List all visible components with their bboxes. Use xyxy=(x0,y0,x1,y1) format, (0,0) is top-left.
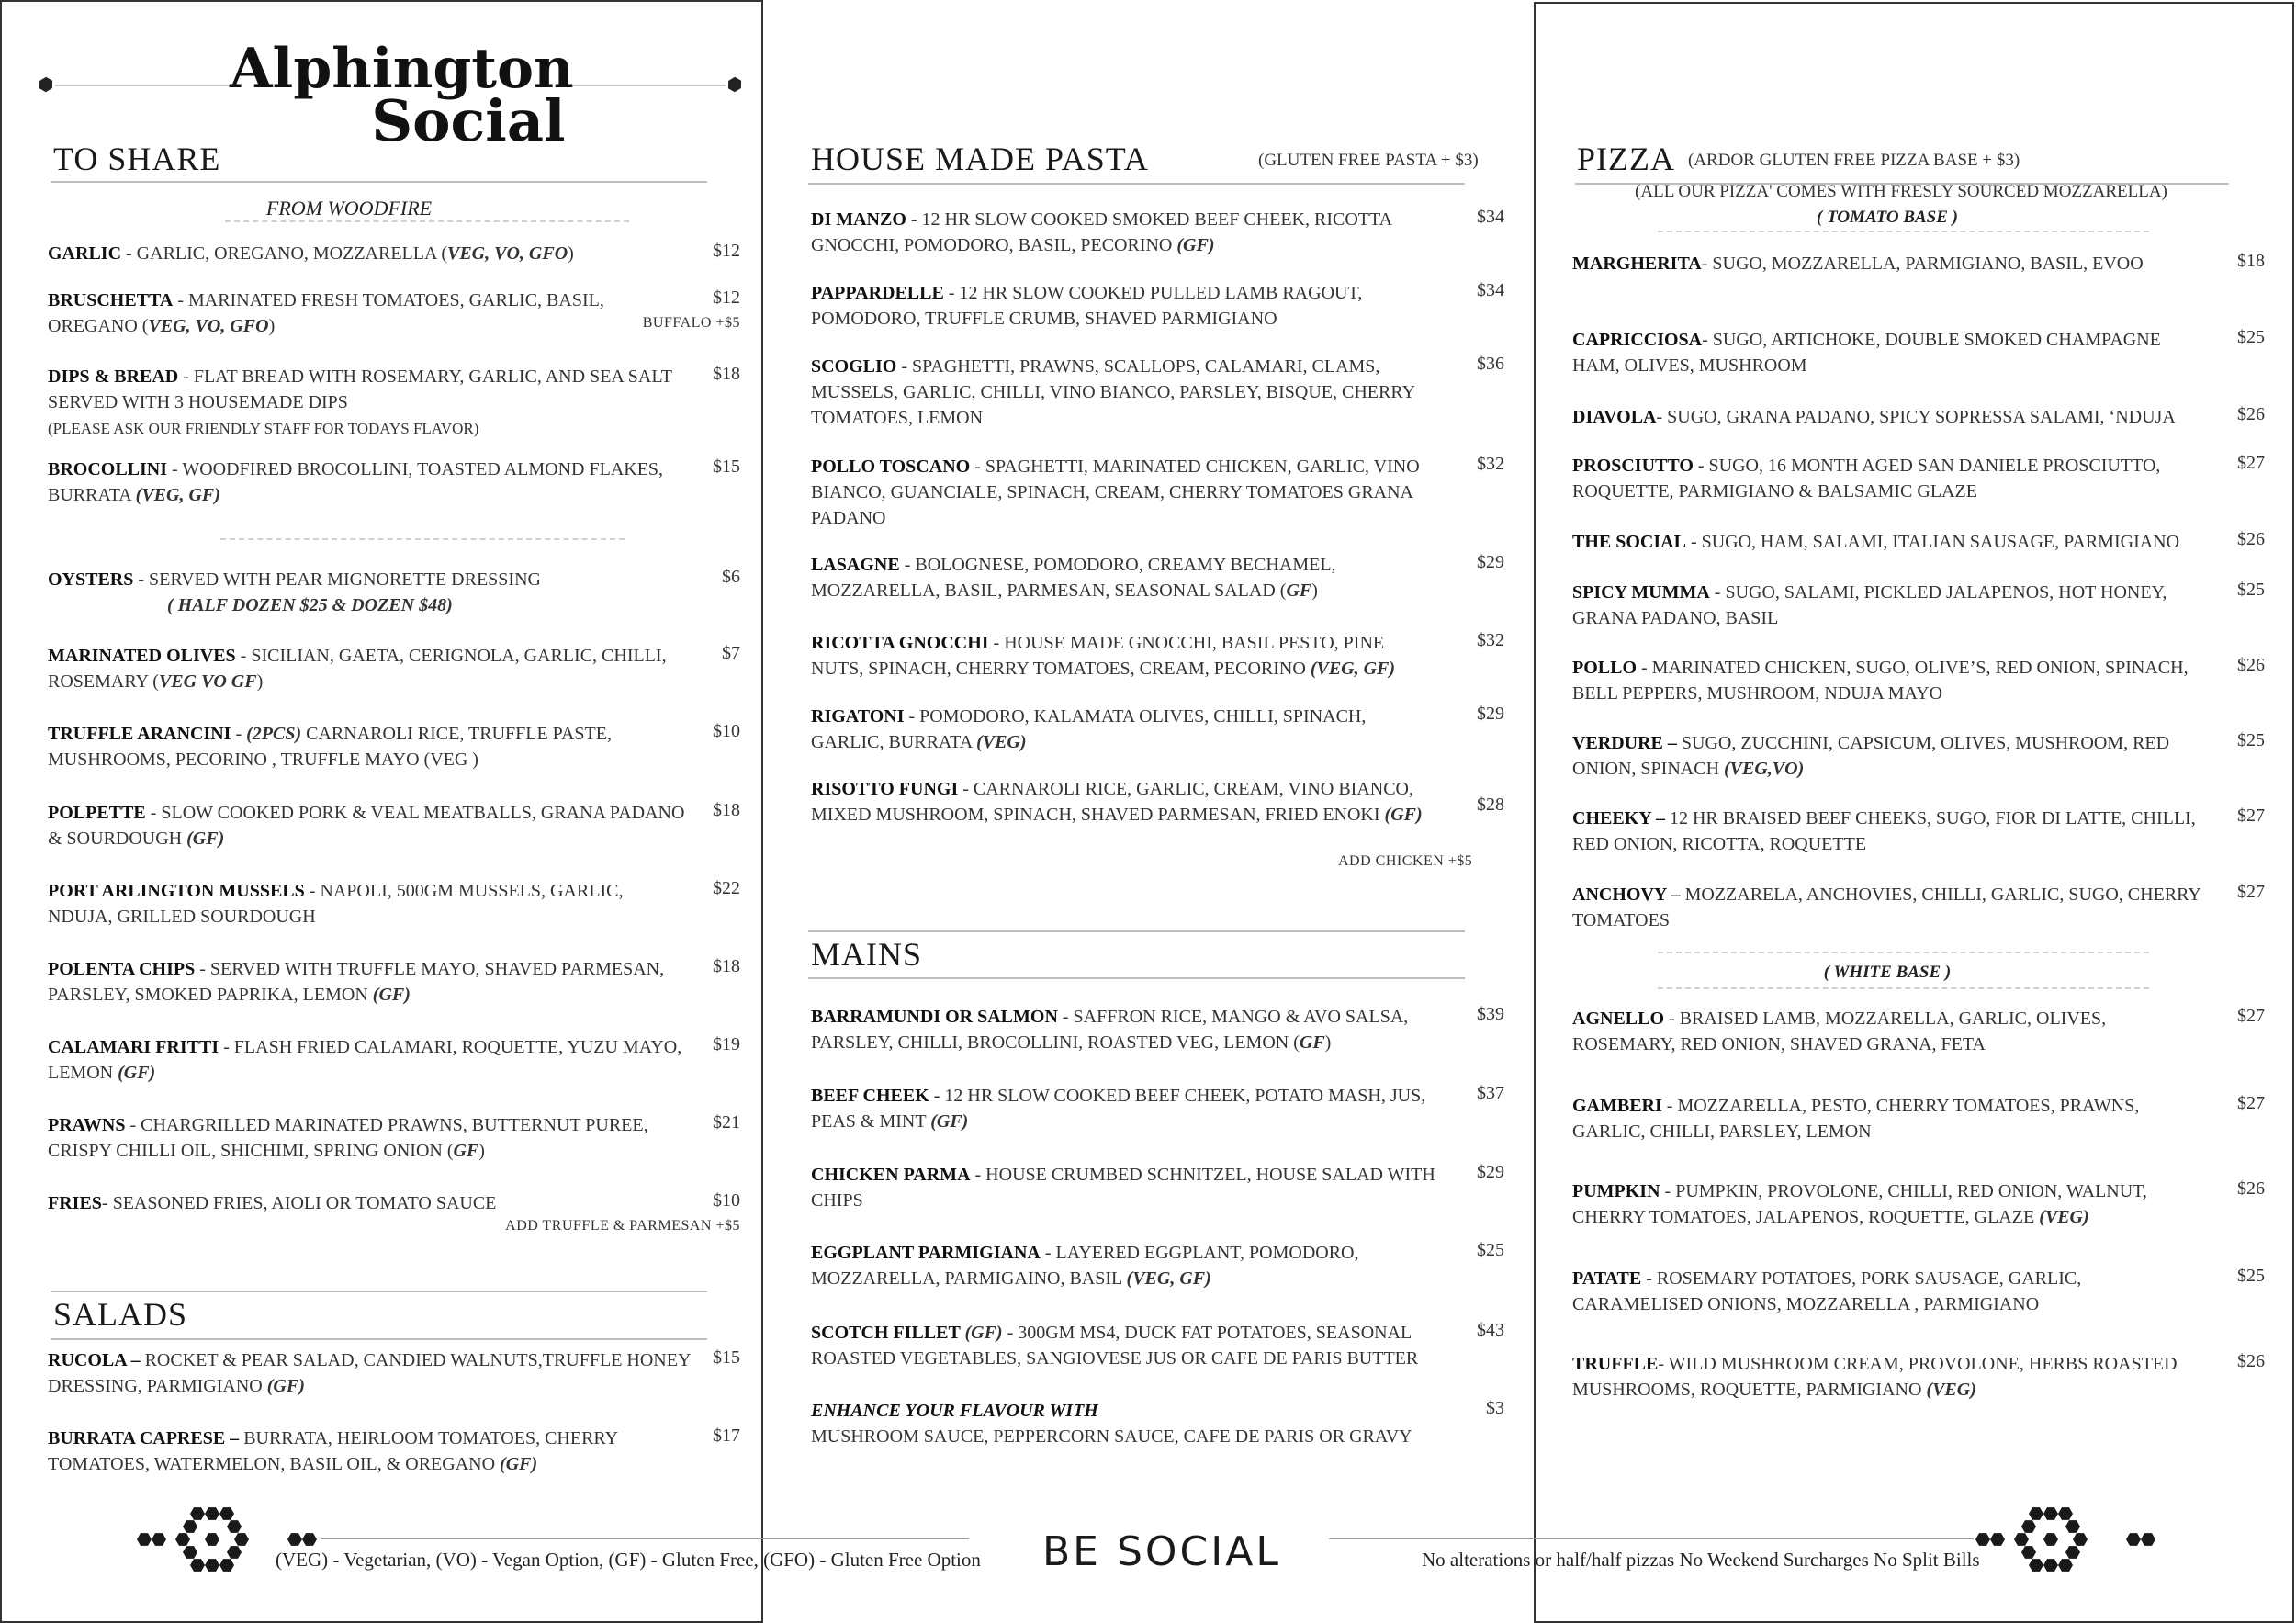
hexagon-icon xyxy=(152,1533,166,1546)
oysters-divider xyxy=(220,538,625,540)
menu-item-patate xyxy=(1572,1266,2206,1317)
white-base-top-dashrule xyxy=(1658,952,2149,953)
menu-item-desc: - CARNAROLI RICE, GARLIC, CREAM, VINO BIANCO, MIXED MUSHROOM, SPINACH, SHAVED PARMESAN, FRIED ENOKI xyxy=(811,779,1413,825)
menu-item-name: POLLO xyxy=(1572,658,1638,678)
menu-item-name: THE SOCIAL xyxy=(1572,532,1686,552)
menu-item-close: ) xyxy=(568,243,574,264)
hexagon-icon xyxy=(2043,1533,2058,1546)
hexagon-icon xyxy=(219,1559,234,1572)
menu-price-rigatoni: $29 xyxy=(1477,704,1504,724)
hexagon-icon xyxy=(2065,1520,2080,1533)
menu-item-desc: - SPAGHETTI, PRAWNS, SCALLOPS, CALAMARI, CLAMS, MUSSELS, GARLIC, CHILLI, VINO BIANCO, PARSLEY, BISQUE, CHERRY TOMATOES, LEMON xyxy=(811,356,1415,428)
hexagon-icon xyxy=(2141,1533,2155,1546)
menu-item-close: CARNAROLI RICE, TRUFFLE PASTE, MUSHROOMS, PECORINO , TRUFFLE MAYO (VEG ) xyxy=(48,724,612,770)
menu-price-pappardelle: $34 xyxy=(1477,280,1504,300)
hexagon-icon xyxy=(1990,1533,2005,1546)
menu-item-desc: - LAYERED EGGPLANT, POMODORO, MOZZARELLA, PARMIGAINO, BASIL xyxy=(811,1243,1359,1289)
menu-price-pumpkin: $26 xyxy=(2237,1178,2265,1199)
mains-heading: MAINS xyxy=(811,936,923,973)
menu-item-desc: - FLAT BREAD WITH ROSEMARY, GARLIC, AND SEA SALT SERVED WITH 3 HOUSEMADE DIPS xyxy=(48,366,672,412)
menu-price-lasagne: $29 xyxy=(1477,552,1504,572)
menu-addon-bruschetta: BUFFALO +$5 xyxy=(642,315,740,331)
menu-price-spicy-mumma: $25 xyxy=(2237,580,2265,600)
menu-item-desc: - CHARGRILLED MARINATED PRAWNS, BUTTERNUT PUREE, CRISPY CHILLI OIL, SHICHIMI, SPRING ONION ( xyxy=(48,1115,648,1161)
hexagon-icon xyxy=(287,1533,302,1546)
hexagon-icon xyxy=(2126,1533,2141,1546)
hexagon-icon xyxy=(219,1507,234,1520)
menu-item-name: BRUSCHETTA xyxy=(48,290,174,310)
menu-item-name: LASAGNE xyxy=(811,555,900,575)
menu-price-marinated-olives: $7 xyxy=(722,643,740,663)
menu-item-marinated-olives xyxy=(48,643,691,694)
menu-price-fries: $10 xyxy=(713,1190,740,1211)
house-rules-footer: No alterations or half/half pizzas No Weekend Surcharges No Split Bills xyxy=(1422,1549,1980,1571)
hexagon-icon xyxy=(190,1559,205,1572)
menu-item-name: EGGPLANT PARMIGIANA xyxy=(811,1243,1041,1263)
menu-item-barramundi-or-salmon xyxy=(811,1004,1435,1055)
salads-bottom-rule xyxy=(51,1338,707,1340)
hexagon-icon xyxy=(234,1533,249,1546)
menu-item-gamberi xyxy=(1572,1093,2206,1144)
menu-item-desc: - MOZZARELLA, PESTO, CHERRY TOMATOES, PRAWNS, GARLIC, CHILLI, PARSLEY, LEMON xyxy=(1572,1096,2140,1142)
menu-item-pappardelle xyxy=(811,280,1435,332)
menu-item-name: DIPS & BREAD xyxy=(48,366,179,387)
menu-item-desc: - MARINATED FRESH TOMATOES, GARLIC, BASIL, OREGANO ( xyxy=(48,290,604,336)
menu-item-rigatoni xyxy=(811,704,1435,755)
menu-item-tag: VEG VO GF xyxy=(158,671,257,692)
menu-item-verdure xyxy=(1572,730,2206,782)
menu-item-name: PRAWNS xyxy=(48,1115,126,1135)
menu-item-brocollini xyxy=(48,456,691,508)
menu-item-bruschetta xyxy=(48,287,691,339)
menu-item-close: ) xyxy=(478,1141,485,1161)
menu-item-pumpkin xyxy=(1572,1178,2206,1230)
menu-item-fries xyxy=(48,1190,691,1216)
menu-price-patate: $25 xyxy=(2237,1266,2265,1286)
menu-item-tag: (VEG) xyxy=(976,732,1027,752)
hexagon-icon xyxy=(2065,1546,2080,1559)
menu-item-name: BARRAMUNDI OR SALMON xyxy=(811,1007,1058,1027)
menu-item-name: TRUFFLE ARANCINI xyxy=(48,724,231,744)
right-hex-ornament xyxy=(1972,1503,2165,1576)
menu-item-desc: - WOODFIRED BROCOLLINI, TOASTED ALMOND FLAKES, BURRATA xyxy=(48,459,664,505)
mains-top-rule xyxy=(808,930,1465,932)
hexagon-icon xyxy=(2021,1546,2036,1559)
hexagon-icon xyxy=(190,1507,205,1520)
menu-price-barramundi-or-salmon: $39 xyxy=(1477,1004,1504,1024)
menu-item-name: RICOTTA GNOCCHI xyxy=(811,633,989,653)
white-base-subheading: ( WHITE BASE ) xyxy=(1823,963,1952,982)
menu-item-name: SPICY MUMMA xyxy=(1572,582,1710,603)
menu-item-desc: - SPAGHETTI, MARINATED CHICKEN, GARLIC, VINO BIANCO, GUANCIALE, SPINACH, CREAM, CHERRY TOMATOES GRANA PADANO xyxy=(811,456,1420,528)
brand-line1: Alphington xyxy=(230,37,574,101)
menu-item-desc: - MARINATED CHICKEN, SUGO, OLIVE’S, RED ONION, SPINACH, BELL PEPPERS, MUSHROOM, NDUJA MAYO xyxy=(1572,658,2189,704)
menu-item-tag: GF xyxy=(1299,1032,1325,1053)
menu-item-desc: - 12 HR SLOW COOKED BEEF CHEEK, POTATO MASH, JUS, PEAS & MINT xyxy=(811,1086,1426,1132)
menu-price-eggplant-parmigiana: $25 xyxy=(1477,1240,1504,1260)
hexagon-icon xyxy=(2029,1507,2043,1520)
hexagon-icon xyxy=(227,1520,242,1533)
menu-item-desc: - SUGO, HAM, SALAMI, ITALIAN SAUSAGE, PARMIGIANO xyxy=(1685,532,2180,552)
menu-item-desc: - GARLIC, OREGANO, MOZZARELLA ( xyxy=(121,243,447,264)
menu-item-desc: - xyxy=(231,724,247,744)
menu-item-dips-bread xyxy=(48,364,691,442)
footer-rule-right xyxy=(1329,1538,1974,1539)
menu-item-name: BEEF CHEEK xyxy=(811,1086,929,1106)
menu-item-desc: - SICILIAN, GAETA, CERIGNOLA, GARLIC, CHILLI, ROSEMARY ( xyxy=(48,646,667,692)
menu-item-prosciutto xyxy=(1572,453,2206,504)
hexagon-icon xyxy=(183,1520,197,1533)
menu-item-name: PATATE xyxy=(1572,1268,1642,1289)
menu-item-anchovy xyxy=(1572,882,2206,933)
menu-item-oysters xyxy=(48,567,691,618)
menu-item-scoglio xyxy=(811,354,1435,431)
tomato-base-subheading: ( TOMATO BASE ) xyxy=(1817,208,1958,227)
menu-price-enhance-your-flavour-with: $3 xyxy=(1486,1398,1504,1418)
menu-price-truffle: $26 xyxy=(2237,1351,2265,1371)
menu-price-oysters: $6 xyxy=(722,567,740,587)
menu-item-margherita xyxy=(1572,251,2206,276)
menu-item-desc: - WILD MUSHROOM CREAM, PROVOLONE, HERBS ROASTED MUSHROOMS, ROQUETTE, PARMIGIANO xyxy=(1572,1354,2178,1400)
menu-item-name: POLENTA CHIPS xyxy=(48,959,196,979)
menu-item-tag: (GF) xyxy=(186,828,225,849)
menu-item-diavola xyxy=(1572,404,2206,430)
menu-item-truffle-arancini xyxy=(48,721,691,772)
pasta-gf-note: (GLUTEN FREE PASTA + $3) xyxy=(1258,151,1479,170)
menu-item-desc: - FLASH FRIED CALAMARI, ROQUETTE, YUZU MAYO, LEMON xyxy=(48,1037,682,1083)
hexagon-icon xyxy=(205,1559,219,1572)
menu-item-tag: VEG, VO, GFO xyxy=(148,316,269,336)
menu-item-di-manzo xyxy=(811,207,1435,258)
menu-item-chicken-parma xyxy=(811,1162,1435,1213)
menu-item-pollo xyxy=(1572,655,2206,706)
menu-item-name: PUMPKIN xyxy=(1572,1181,1660,1201)
menu-item-tag: (VEG) xyxy=(1926,1380,1976,1400)
menu-item-eggplant-parmigiana xyxy=(811,1240,1435,1291)
menu-item-name: POLPETTE xyxy=(48,803,146,823)
salads-heading: SALADS xyxy=(53,1296,188,1333)
hexagon-icon xyxy=(175,1533,190,1546)
menu-item-desc: - 12 HR SLOW COOKED PULLED LAMB RAGOUT, POMODORO, TRUFFLE CRUMB, SHAVED PARMIGIANO xyxy=(811,283,1363,329)
menu-item-tag: GF xyxy=(453,1141,479,1161)
menu-item-close: ) xyxy=(1324,1032,1332,1053)
menu-item-name: GARLIC xyxy=(48,243,122,264)
menu-item-tag: (VEG, GF) xyxy=(135,485,220,505)
menu-item-pollo-toscano xyxy=(811,454,1435,531)
menu-price-ricotta-gnocchi: $32 xyxy=(1477,630,1504,650)
menu-item-desc: - SERVED WITH TRUFFLE MAYO, SHAVED PARMESAN, PARSLEY, SMOKED PAPRIKA, LEMON xyxy=(48,959,665,1005)
menu-item-desc: - SUGO, SALAMI, PICKLED JALAPENOS, HOT HONEY, GRANA PADANO, BASIL xyxy=(1572,582,2167,628)
menu-price-chicken-parma: $29 xyxy=(1477,1162,1504,1182)
menu-item-desc: MUSHROOM SAUCE, PEPPERCORN SAUCE, CAFE DE PARIS OR GRAVY xyxy=(811,1426,1412,1447)
menu-item-tag: (GF) xyxy=(372,985,411,1005)
menu-price-verdure: $25 xyxy=(2237,730,2265,750)
menu-price-calamari-fritti: $19 xyxy=(713,1034,740,1054)
menu-item-name: OYSTERS xyxy=(48,569,134,590)
menu-item-desc: BURRATA, HEIRLOOM TOMATOES, CHERRY TOMATOES, WATERMELON, BASIL OIL, & OREGANO xyxy=(48,1428,618,1474)
menu-item-risotto-fungi xyxy=(811,776,1435,828)
menu-item-tag: (GF) xyxy=(118,1063,156,1083)
hexagon-icon xyxy=(183,1546,197,1559)
menu-item-tag: (VEG, GF) xyxy=(1310,659,1396,679)
hexagon-icon xyxy=(2043,1507,2058,1520)
menu-item-desc: - 12 HR SLOW COOKED SMOKED BEEF CHEEK, RICOTTA GNOCCHI, POMODORO, BASIL, PECORINO xyxy=(811,209,1391,255)
menu-item-name: CHICKEN PARMA xyxy=(811,1165,971,1185)
menu-item-scotch-fillet xyxy=(811,1320,1435,1371)
menu-item-extra2: ( HALF DOZEN $25 & DOZEN $48) xyxy=(167,595,453,615)
menu-item-desc: - HOUSE CRUMBED SCHNITZEL, HOUSE SALAD WITH CHIPS xyxy=(811,1165,1435,1211)
hexagon-icon xyxy=(2043,1559,2058,1572)
logo-line-left xyxy=(55,85,234,86)
menu-item-name: VERDURE – xyxy=(1572,733,1677,753)
menu-item-tag: (GF) xyxy=(1384,805,1423,825)
menu-price-beef-cheek: $37 xyxy=(1477,1083,1504,1103)
menu-item-desc: - PUMPKIN, PROVOLONE, CHILLI, RED ONION, WALNUT, CHERRY TOMATOES, JALAPENOS, ROQUETTE, GLAZE xyxy=(1572,1181,2147,1227)
menu-item-desc: - SUGO, 16 MONTH AGED SAN DANIELE PROSCIUTTO, ROQUETTE, PARMIGIANO & BALSAMIC GLAZE xyxy=(1572,456,2161,502)
menu-item-name: RISOTTO FUNGI xyxy=(811,779,959,799)
menu-price-rucola: $15 xyxy=(713,1347,740,1368)
menu-item-name: DIAVOLA xyxy=(1572,407,1657,427)
menu-price-the-social: $26 xyxy=(2237,529,2265,549)
menu-price-capricciosa: $25 xyxy=(2237,327,2265,347)
menu-price-polenta-chips: $18 xyxy=(713,956,740,976)
menu-item-tag: (VEG) xyxy=(2039,1207,2089,1227)
menu-price-truffle-arancini: $10 xyxy=(713,721,740,741)
menu-item-burrata-caprese xyxy=(48,1426,691,1477)
hexagon-icon xyxy=(2058,1559,2073,1572)
from-woodfire-subheading: FROM WOODFIRE xyxy=(265,197,433,220)
menu-item-desc: - SLOW COOKED PORK & VEAL MEATBALLS, GRANA PADANO & SOURDOUGH xyxy=(48,803,685,849)
menu-price-polpette: $18 xyxy=(713,800,740,820)
menu-item-tag: (VEG, GF) xyxy=(1126,1268,1211,1289)
menu-price-anchovy: $27 xyxy=(2237,882,2265,902)
menu-item-tag: (VEG,VO) xyxy=(1724,759,1805,779)
menu-item-port-arlington-mussels xyxy=(48,878,691,930)
pizza-gf-note: (ARDOR GLUTEN FREE PIZZA BASE + $3) xyxy=(1688,151,2020,170)
to-share-rule xyxy=(51,181,707,183)
menu-item-extra: (PLEASE ASK OUR FRIENDLY STAFF FOR TODAYS FLAVOR) xyxy=(48,420,479,437)
menu-item-polpette xyxy=(48,800,691,851)
pizza-mozzarella-note: (ALL OUR PIZZA' COMES WITH FRESLY SOURCED MOZZARELLA) xyxy=(1635,182,2167,201)
menu-item-tag: (2PCS) xyxy=(246,724,302,744)
menu-item-prawns xyxy=(48,1112,691,1164)
menu-price-diavola: $26 xyxy=(2237,404,2265,424)
menu-item-cheeky xyxy=(1572,806,2206,857)
menu-item-name: PORT ARLINGTON MUSSELS xyxy=(48,881,305,901)
mains-bottom-rule xyxy=(808,977,1465,979)
menu-item-desc: ROCKET & PEAR SALAD, CANDIED WALNUTS,TRUFFLE HONEY DRESSING, PARMIGIANO xyxy=(48,1350,691,1396)
menu-price-risotto-fungi: $28 xyxy=(1477,795,1504,815)
logo-line-right xyxy=(565,85,726,86)
menu-item-desc: - SUGO, ARTICHOKE, DOUBLE SMOKED CHAMPAGNE HAM, OLIVES, MUSHROOM xyxy=(1572,330,2161,376)
menu-price-gamberi: $27 xyxy=(2237,1093,2265,1113)
menu-item-desc: MOZZARELA, ANCHOVIES, CHILLI, GARLIC, SUGO, CHERRY TOMATOES xyxy=(1572,885,2201,930)
menu-item-name: CHEEKY – xyxy=(1572,808,1665,828)
menu-item-name: SCOTCH FILLET xyxy=(811,1323,965,1343)
menu-item-name: PROSCIUTTO xyxy=(1572,456,1694,476)
menu-item-name: BROCOLLINI xyxy=(48,459,168,479)
brand-line2: Social xyxy=(371,87,566,154)
brand-logo xyxy=(230,37,574,154)
menu-item-rucola xyxy=(48,1347,691,1399)
menu-item-name: CAPRICCIOSA xyxy=(1572,330,1703,350)
menu-item-the-social xyxy=(1572,529,2206,555)
menu-price-garlic: $12 xyxy=(713,241,740,261)
hexagon-icon xyxy=(205,1533,219,1546)
menu-item-desc: - NAPOLI, 500GM MUSSELS, GARLIC, NDUJA, GRILLED SOURDOUGH xyxy=(48,881,624,927)
salads-top-rule xyxy=(51,1291,707,1292)
menu-item-desc: - SERVED WITH PEAR MIGNORETTE DRESSING xyxy=(133,569,541,590)
be-social-footer: BE SOCIAL xyxy=(1042,1528,1281,1575)
menu-price-scoglio: $36 xyxy=(1477,354,1504,374)
menu-item-name: MARGHERITA xyxy=(1572,254,1702,274)
menu-price-port-arlington-mussels: $22 xyxy=(713,878,740,898)
menu-item-name: MARINATED OLIVES xyxy=(48,646,236,666)
hexagon-icon xyxy=(2014,1533,2029,1546)
menu-item-name: FRIES xyxy=(48,1193,102,1213)
menu-item-name: PAPPARDELLE xyxy=(811,283,944,303)
menu-price-pollo: $26 xyxy=(2237,655,2265,675)
menu-addon-fries: ADD TRUFFLE & PARMESAN +$5 xyxy=(505,1218,740,1234)
add-chicken-note: ADD CHICKEN +$5 xyxy=(1338,853,1473,869)
menu-item-name: DI MANZO xyxy=(811,209,906,230)
menu-item-beef-cheek xyxy=(811,1083,1435,1134)
menu-item-capricciosa xyxy=(1572,327,2206,378)
menu-item-tag: (GF) xyxy=(964,1323,1003,1343)
menu-item-desc: - SEASONED FRIES, AIOLI OR TOMATO SAUCE xyxy=(101,1193,497,1213)
woodfire-dashrule xyxy=(225,220,629,222)
menu-item-tag: VEG, VO, GFO xyxy=(447,243,568,264)
hexagon-icon xyxy=(2073,1533,2088,1546)
menu-item-garlic xyxy=(48,241,691,266)
menu-item-polenta-chips xyxy=(48,956,691,1008)
hexagon-icon xyxy=(227,1546,242,1559)
menu-item-tag: (GF) xyxy=(930,1111,969,1132)
white-base-bottom-dashrule xyxy=(1658,987,2149,989)
menu-item-name: SCOGLIO xyxy=(811,356,897,377)
menu-item-desc: SUGO, ZUCCHINI, CAPSICUM, OLIVES, MUSHROOM, RED ONION, SPINACH xyxy=(1572,733,2170,779)
menu-price-burrata-caprese: $17 xyxy=(713,1426,740,1446)
menu-item-name: ENHANCE YOUR FLAVOUR WITH xyxy=(811,1401,1098,1421)
tomato-base-dashrule xyxy=(1658,231,2149,232)
menu-price-prawns: $21 xyxy=(713,1112,740,1133)
menu-item-enhance-your-flavour-with xyxy=(811,1398,1435,1449)
hexagon-icon xyxy=(2058,1507,2073,1520)
hexagon-icon xyxy=(1975,1533,1990,1546)
menu-item-name: POLLO TOSCANO xyxy=(811,456,971,477)
menu-item-close: ) xyxy=(268,316,276,336)
menu-item-tag: GF xyxy=(1286,580,1312,601)
footer-rule-left xyxy=(321,1538,969,1539)
menu-item-spicy-mumma xyxy=(1572,580,2206,631)
menu-item-desc: - SAFFRON RICE, MANGO & AVO SALSA, PARSLEY, CHILLI, BROCOLLINI, ROASTED VEG, LEMON ( xyxy=(811,1007,1409,1053)
menu-item-desc: - BRAISED LAMB, MOZZARELLA, GARLIC, OLIVES, ROSEMARY, RED ONION, SHAVED GRANA, FETA xyxy=(1572,1009,2107,1054)
hexagon-icon xyxy=(302,1533,317,1546)
menu-item-tag: (GF) xyxy=(1176,235,1215,255)
menu-item-name: CALAMARI FRITTI xyxy=(48,1037,219,1057)
menu-price-scotch-fillet: $43 xyxy=(1477,1320,1504,1340)
menu-item-name: ANCHOVY – xyxy=(1572,885,1681,905)
menu-item-ricotta-gnocchi xyxy=(811,630,1435,682)
menu-item-name: GAMBERI xyxy=(1572,1096,1662,1116)
menu-item-desc: - SUGO, GRANA PADANO, SPICY SOPRESSA SALAMI, ‘NDUJA xyxy=(1656,407,2176,427)
menu-item-desc: 12 HR BRAISED BEEF CHEEKS, SUGO, FIOR DI LATTE, CHILLI, RED ONION, RICOTTA, ROQUETTE xyxy=(1572,808,2196,854)
menu-item-close: ) xyxy=(1311,580,1318,601)
menu-item-calamari-fritti xyxy=(48,1034,691,1086)
menu-item-desc2: - 300GM MS4, DUCK FAT POTATOES, SEASONAL ROASTED VEGETABLES, SANGIOVESE JUS OR CAFE DE PARIS BUTTER xyxy=(811,1323,1419,1369)
menu-item-name: BURRATA CAPRESE – xyxy=(48,1428,240,1448)
menu-item-close: ) xyxy=(256,671,264,692)
menu-item-tag: (GF) xyxy=(266,1376,305,1396)
menu-price-bruschetta: $12 xyxy=(713,287,740,308)
menu-item-desc: - HOUSE MADE GNOCCHI, BASIL PESTO, PINE NUTS, SPINACH, CHERRY TOMATOES, CREAM, PECORINO xyxy=(811,633,1385,679)
pasta-heading: HOUSE MADE PASTA xyxy=(811,141,1149,177)
menu-item-desc: - ROSEMARY POTATOES, PORK SAUSAGE, GARLIC, CARAMELISED ONIONS, MOZZARELLA , PARMIGIANO xyxy=(1572,1268,2082,1314)
menu-item-name: RIGATONI xyxy=(811,706,905,727)
pasta-rule xyxy=(808,183,1465,185)
menu-price-pollo-toscano: $32 xyxy=(1477,454,1504,474)
hexagon-icon xyxy=(2021,1520,2036,1533)
menu-price-brocollini: $15 xyxy=(713,456,740,477)
menu-price-agnello: $27 xyxy=(2237,1006,2265,1026)
menu-price-prosciutto: $27 xyxy=(2237,453,2265,473)
menu-item-desc: - SUGO, MOZZARELLA, PARMIGIANO, BASIL, EVOO xyxy=(1701,254,2144,274)
menu-item-desc: - POMODORO, KALAMATA OLIVES, CHILLI, SPINACH, GARLIC, BURRATA xyxy=(811,706,1367,752)
menu-price-di-manzo: $34 xyxy=(1477,207,1504,227)
pizza-heading: PIZZA xyxy=(1577,141,1675,177)
menu-item-name: RUCOLA – xyxy=(48,1350,141,1370)
menu-item-truffle xyxy=(1572,1351,2206,1403)
hexagon-icon xyxy=(137,1533,152,1546)
menu-item-agnello xyxy=(1572,1006,2206,1057)
to-share-heading: TO SHARE xyxy=(53,141,221,177)
menu-item-name: TRUFFLE xyxy=(1572,1354,1659,1374)
hexagon-icon xyxy=(2029,1559,2043,1572)
menu-item-tag: (GF) xyxy=(500,1454,538,1474)
menu-item-name: AGNELLO xyxy=(1572,1009,1665,1029)
dietary-legend: (VEG) - Vegetarian, (VO) - Vegan Option, (GF) - Gluten Free, (GFO) - Gluten Free Option xyxy=(276,1549,981,1571)
menu-item-lasagne xyxy=(811,552,1435,603)
menu-price-cheeky: $27 xyxy=(2237,806,2265,826)
menu-price-dips-bread: $18 xyxy=(713,364,740,384)
hexagon-icon xyxy=(205,1507,219,1520)
menu-price-margherita: $18 xyxy=(2237,251,2265,271)
menu-item-desc: - BOLOGNESE, POMODORO, CREAMY BECHAMEL, MOZZARELLA, BASIL, PARMESAN, SEASONAL SALAD ( xyxy=(811,555,1336,601)
